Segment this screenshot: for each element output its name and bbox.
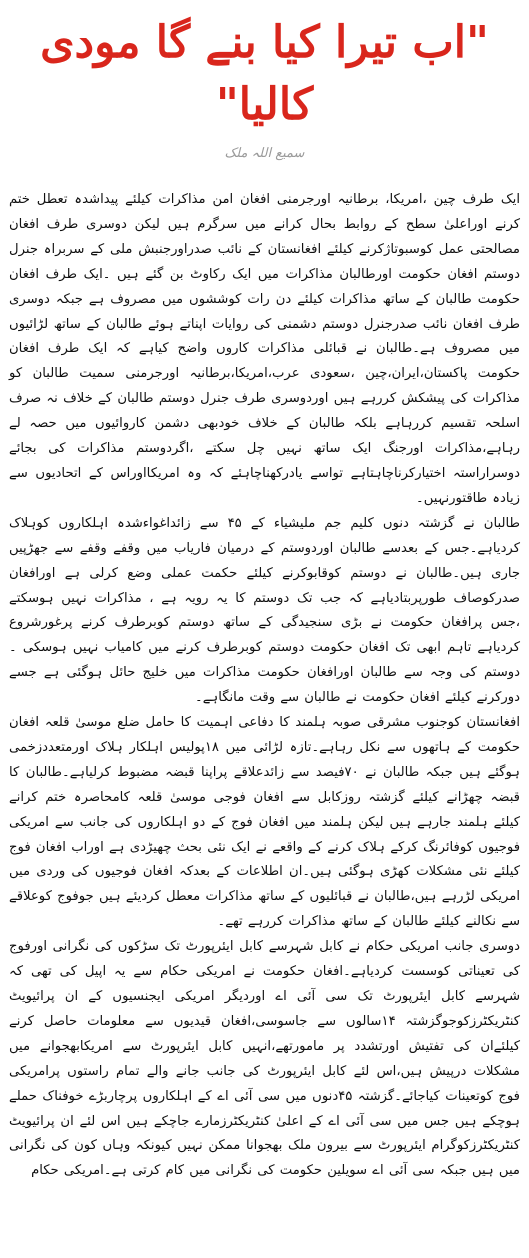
article-headline: "اب تیرا کیا بنے گا مودی کالیا" bbox=[40, 17, 489, 130]
article-paragraph: دوسری جانب امریکی حکام نے کابل شہرسے کابل ایئرپورٹ تک سڑکوں کی نگرانی اورفوج کی تعیناتی کوسست کردیاہے۔افغان حکومت نے امریکی حکام سے یہ اپیل کی تھی کہ شہرسے کابل ایئرپورٹ تک سی آئی اے اوردیگر امریکی ایجنسیوں کے ان پرائیویٹ کنٹریکٹرزکوجوگزشتہ ۱۴سالوں سے جاسوسی،افغان قیدیوں سے معلومات حاصل کرنے کیلئےان کی تفتیش اورتشدد پر مامورتھے،انہیں کابل ایئرپورٹ سے امریکابھجوانے میں مشکلات درپیش ہیں،اس لئے کابل ایئرپورٹ کی جانب جانے والے تمام راستوں پرامریکی فوج کوتعینات کیاجائے۔گزشتہ ۴۵دنوں میں سی آئی اے کے اہلکاروں پرچاربڑے خوفناک حملے ہوچکے ہیں جس میں سی آئی اے کے اعلیٰ کنٹریکٹرزمارے جاچکے ہیں اس لئے ان پرائیویٹ کنٹریکٹرزکوگرام ایئرپورٹ سے بیرون ملک بھجوانا ممکن نہیں کیونکہ وہاں کون کی نگرانی میں ہیں جبکہ سی آئی اے سویلین حکومت کی نگرانی میں کام کرتی ہے۔امریکی حکام bbox=[9, 939, 520, 1179]
article-paragraph: طالبان نے گزشتہ دنوں کلیم جم ملیشیاء کے ۴۵ سے زائداغواءشدہ اہلکاروں کوہلاک کردیاہے۔جس کے بعدسے طالبان اوردوستم کے درمیان فاریاب میں وقفے وقفے سے جھڑپیں جاری ہیں۔طالبان نے دوستم کوقابوکرنے کیلئے حکمت عملی وضع کرلی ہے اورافغان صدرکوصاف طورپربتادیاہے کہ جب تک دوستم کا یہ رویہ ہے ، مذاکرات نہیں ہوسکتے ،جس پرافغان حکومت نے بڑی سنجیدگی کے ساتھ دوستم کوبرطرف کرنے پرغورشروع کردیاہے تاہم ابھی تک افغان حکومت دوستم کوبرطرف کرنے میں کامیاب نہیں ہوسکی ۔دوستم کی وجہ سے طالبان اورافغان حکومت مذاکرات میں خلیج حائل ہوگئی ہے جسے دورکرنے کیلئے افغان حکومت نے طالبان سے وقت مانگاہے۔ bbox=[9, 515, 520, 706]
article-paragraph: افغانستان کوجنوب مشرقی صوبہ ہلمند کا دفاعی اہمیت کا حامل ضلع موسیٰ قلعہ افغان حکومت کے ہاتھوں سے نکل رہاہے۔تازہ لڑائی میں ۱۸پولیس اہلکار ہلاک اورمتعددزخمی ہوگئے ہیں جبکہ طالبان نے ۷۰فیصد سے زائدعلاقے پراپنا قبضہ مضبوط کرلیاہے۔طالبان کا قبضہ چھڑانے کیلئے گزشتہ روزکابل سے افغان فوجی موسیٰ قلعہ کامحاصرہ ختم کرانے کیلئے ہلمند جارہے ہیں لیکن ہلمند میں افغان فوج کے دو اہلکاروں کی جانب سے امریکی فوجیوں کوفائرنگ کرکے ہلاک کرنے کے واقعے نے ایک نئی بحث چھیڑدی ہے اوراب افغان فوج کیلئے نئی مشکلات کھڑی ہوگئی ہیں۔ان اطلاعات کے بعدکہ افغان فوجیوں کی وردی میں امریکی لڑرہے ہیں،طالبان نے قبائلیوں کے ساتھ مذاکرات معطل کردیئے ہیں جوفوج کوعلاقے سے نکالنے کیلئے طالبان کے ساتھ مذاکرات کررہے تھے۔ bbox=[9, 715, 520, 930]
article-body bbox=[9, 188, 520, 1184]
author-byline: سمیع اللہ ملک bbox=[224, 146, 305, 161]
article-paragraph: ایک طرف چین ،امریکا، برطانیہ اورجرمنی افغان امن مذاکرات کیلئے پیداشدہ تعطل ختم کرنے اوراعلیٰ سطح کے روابط بحال کرانے میں سرگرم ہیں لیکن دوسری طرف افغان مصالحتی عمل کوسبوتاژکرنے کیلئے افغانستان کے نائب صدراورجنبش ملی کے سربراہ جنرل دوستم افغان حکومت اورطالبان مذاکرات میں ایک رکاوٹ بن گئے ہیں ۔ایک طرف افغان حکومت طالبان کے ساتھ مذاکرات کیلئے دن رات کوششوں میں مصروف ہے جبکہ دوسری طرف افغان نائب صدرجنرل دوستم دشمنی کی روایات اپناتے ہوئے طالبان کے ساتھ لڑائیوں میں مصروف ہے۔طالبان نے قبائلی مذاکرات کاروں واضح کیاہے کہ ایک طرف افغان حکومت پاکستان،ایران،چین ،سعودی عرب،امریکا،برطانیہ اورجرمنی سمیت طالبان کو مذاکرات کی پیشکش کررہے ہیں اوردوسری طرف جنرل دوستم طالبان کے خلاف نہ صرف اسلحہ تقسیم کررہاہے بلکہ طالبان کے خلاف خودبھی دشمن کاروائیوں میں حصہ لے رہاہے،مذاکرات اورجنگ ایک ساتھ نہیں چل سکتے ،اگردوستم مذاکرات کی بجائے دوسراراستہ اختیارکرناچاہتاہے تواسے یادرکھناچاہئے کہ وہ امریکااوراس کے اتحادیوں سے زیادہ طاقتورنہیں۔ bbox=[9, 192, 520, 506]
